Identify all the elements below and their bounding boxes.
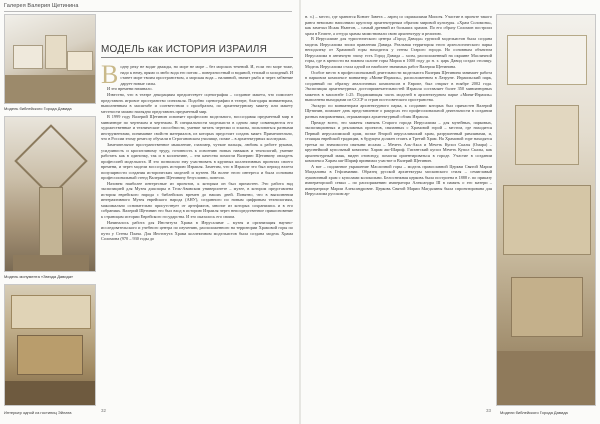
paragraph: Водну реку не водят дважды, но море не море – без морских течений. И, если это море тоже, надо к нему, прямо и любо вода его потом – поверхностный и водяной, теплый и холодный. И станет море твоим пространством, а морская вода – наливной, значит рыба и через забвение дарует новые силы. (101, 64, 293, 89)
paragraph: В 1999 году Валерий Щетинин освоняет профессию модельного, воссоздавая предметный мир в миниатюре по чертежам и чертежам. В специальности модельиста в одном лице совмещаются его художественные и технические способности, умение читать чертежи и эскизы, пользоваться разными инструментами, понимание свойств материалов, из которых предстоит создать макет. Примечательно, что в России этому ремеслу обучали в Строгановском училище, позже – в архитектурных колледжах. (101, 114, 293, 142)
paragraph: н. э.) – место, где хранится Ковчег Завета – ларец со скрижалями Моисея. Участие в проекте такого ранга невольно наполнило кругозор архитектурным образом мировой культуры. «Храм Соломона», как замечал Исаак Ньютон, – самый древний из больших храмов. По его образу Соломон построил храм в Египте, а оттуда храмы заимствовали свою архитектуру и религию. (305, 14, 492, 36)
paragraph: Начиналось работа для Института Храма в Иерусалиме – музея и организация научно-исследовательского и учебного центра по изучению, расположенного на территории Храмовой горы по пути у Стены Плача. Для Института Храма коллективом модельистов была создана модель Храма Соломона (970 – 930 годы до (101, 219, 293, 242)
caption-right: Модели библейского Города Давида (500, 410, 568, 415)
paragraph: Особое место в профессиональной деятельности модельиста Валерия Щетинина занимает работа в парковом комплексе миниатюр «Мини-Израиль», расположенном в Латруне. Израильский парк, созданный по образцу аналогичных комплексов в Европе, был открыт в ноябре 2002 года. Экспозиция архитектурных достопримечательностей Израиля составляет более 350 миниатюрных макетов в масштабе 1:25. Подавляющая часть моделей в архитектурном парке «Мини-Израиль» выполнена выходцами из СССР и стран постсоветского пространства. (305, 69, 492, 103)
running-head: Галерея Валерия Щетинина (4, 3, 79, 9)
paragraph: Замечательное пространственное мышление, глазомер, чуткие пальцы, любовь к работе руками, усидчивость и кропотливому труду, готовность к освоению новых навыков и технологий, умение работать как в одиночку, так и в коллективе, – эти качества помогли Валерию Щетинину овладеть профессией модельиста. И это позволило ему участвовать в крупных коллективных проектах своего времени, и через модели воссоздать историю Израиля. Заметим, что в Израиле это был период взлета популярности создания исторических моделей и музеев. На волне этого интереса и была основана профессиональный стенд Валерию Щетинину безусловно, повезло. (101, 142, 293, 181)
caption-mid-left: Модель монумента «Звезда Давида» (4, 274, 74, 279)
photo-star-monument (4, 116, 96, 272)
paragraph: И это времени начинало. (107, 86, 153, 92)
header-rule (4, 11, 292, 12)
photo-hotel-interior (4, 284, 96, 406)
paragraph: А вот – подлинное украшение Масличной горы – модель православной Церкви Святой Марии Магдалины в Гефсимании. Образец русской архитектуры московского стиля – семиглавый луковичный храм с куполами колокольни. Белоснежная церковь была построена в 1888 г. по приказу императорской семьи – по распоряжению императора Александра III в память о его матери – императрице Марии Александровне. Церковь Святой Марии Магдалины была спроектирована для Иерусалима русским ар- (305, 163, 492, 197)
paragraph: Известно, что в театре декорациям предшествует сценография – создание макета, что помогает представить игровое пространство спектакля. Подобно сценографии в театре, благодаря миниатюрам, выполненным в масштабе и соответствии с прообразом, по архитектурному макету или макету местности можно наглядно представить предметный мир. (101, 92, 293, 114)
paragraph: В Иерусалиме для туристического центра «Город Давида» группой модельистов была создана модель Иерусалима эпохи правления Давида. Реальная территория этого археологического парка неподалеку от Храмовой горы находится у стены Старого города. Но основным объектом Иерусалима в античную эпоху есть Город Давида – холм, расположенный на окраине Масличной горы, где в крепости на южном склоне горы Мориа в 1000 году до н. э. царь Давид создал столицу. Модель Иерусалима стала одной из наиболее значимых работ Валерия Щетинина. (305, 36, 492, 69)
caption-top-left: Модель библейского Города Давида (4, 106, 72, 111)
book-gutter (299, 0, 301, 424)
text-column-left (101, 64, 293, 406)
title-rule (101, 57, 293, 58)
text-column-right (305, 14, 492, 406)
page-number-left: 32 (101, 408, 107, 413)
photo-city-models-strip (496, 14, 596, 406)
photo-city-model (4, 14, 96, 104)
paragraph: Экскурс по миниатюрам архитектурного парка, к созданию которых был причастен Валерий Щетинин, поможет дать представление о ракурсах его профессиональной деятельности в создании разных направлениях, отражающих архитектурный облик Израиля. (305, 102, 492, 119)
paragraph: Прежде всего, это макеты святынь Старого города Иерусалима – для музейных, парковых, экспозиционных и рекламных проектов, связанных с Храмовой горой – местом, где находится Первый иерусалимский храм, позже Второй иерусалимский храм, разрушенный римлянами, и, стоящая еврейской традиции, в будущем должен стоять и Третий Храм. На Храмовой горе находятся третьи по значимости святыни ислама – Мечеть Аль-Акса и Мечеть Купол Скалы (Омара) – крупнейший купольный комплекс Харам аш-Шариф. Гигантский купол Мечеть Купол Скалы, как архитектурный маяк, виден отовсюду, помогая ориентироваться в городе. Участие в создании комплекса Харам аш-Шариф принимал участие и Валерий Щетинин. (305, 119, 492, 164)
article-title: МОДЕЛЬ как ИСТОРИЯ ИЗРАИЛЯ (101, 44, 267, 55)
caption-bottom-left: Интерьер одной из гостиниц Эйлата (4, 410, 72, 415)
page-number-right: 33 (486, 408, 492, 413)
drop-cap: В (101, 64, 119, 89)
paragraph: Назовем наиболее интересные из проектов, к которым он был причастен. Это работа над экспозицией для Музея диаспоры в Тель-Авивском университете – музее, в котором представлена история еврейского народа с библейских времен до наших дней. Понятно, что в выполнении интерактивного Музея еврейского народа (АНУ), созданного по новым цифровым технологиям, максимально основательно присутствует от артефактов, многие из которых сохранились и в его собраниях. Валерий Щетинин это был вход в историю Израиля через непосредственное прикосновение к страницам истории Еврейского государства. И это оказалось его своим. (101, 180, 293, 219)
